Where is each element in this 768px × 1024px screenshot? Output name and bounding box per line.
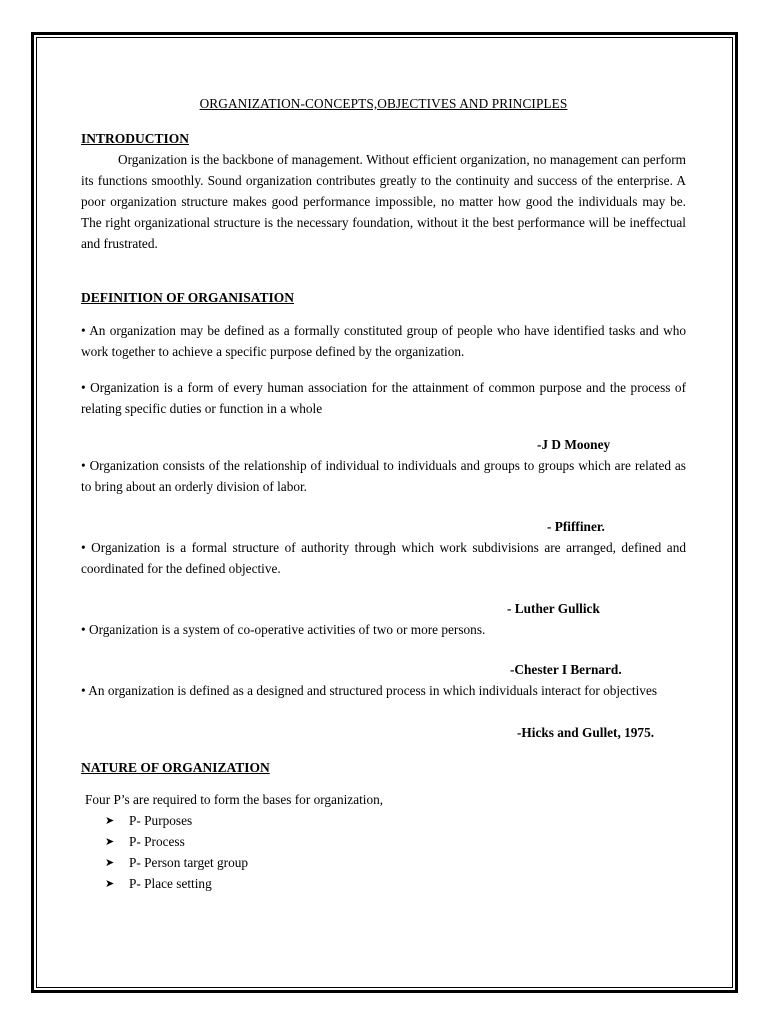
attribution-mooney: -J D Mooney <box>537 437 611 452</box>
document-body <box>81 93 686 894</box>
definition-item-2: • Organization is a form of every human association for the attainment of common purpose and the process of relating specific duties or function in a whole <box>81 380 686 416</box>
list-item-text: P- Place setting <box>129 876 212 891</box>
document-title: ORGANIZATION-CONCEPTS,OBJECTIVES AND PRINCIPLES <box>199 96 568 111</box>
attribution-bernard: -Chester I Bernard. <box>510 662 622 677</box>
list-item-text: P- Process <box>129 834 185 849</box>
arrow-bullet-icon: ➤ <box>105 877 115 890</box>
nature-intro: Four P’s are required to form the bases for organization, <box>85 792 384 807</box>
definition-item-5: • Organization is a system of co-operative activities of two or more persons. <box>81 622 486 637</box>
introduction-heading: INTRODUCTION <box>81 131 190 146</box>
definition-item-4: • Organization is a formal structure of authority through which work subdivisions are arranged, defined and coordinated for the defined objective. <box>81 540 686 576</box>
list-item <box>105 810 686 831</box>
list-item-text: P- Purposes <box>129 813 193 828</box>
definition-item-1: • An organization may be defined as a formally constituted group of people who have identified tasks and who work together to achieve a specific purpose defined by the organization. <box>81 323 686 359</box>
definition-item-3: • Organization consists of the relationship of individual to individuals and groups to groups which are related as to bring about an orderly division of labor. <box>81 458 686 494</box>
attribution-gullick: - Luther Gullick <box>507 601 600 616</box>
attribution-hicks-gullet: -Hicks and Gullet, 1975. <box>517 725 655 740</box>
list-item <box>105 873 686 894</box>
arrow-bullet-icon: ➤ <box>105 856 115 869</box>
introduction-text: Organization is the backbone of management. Without efficient organization, no management can perform its functions smoothly. Sound organization contributes greatly to the continuity and success of the enterprise. A poor organization structure makes good performance impossible, no matter how good the individuals may be. The right organizational structure is the necessary foundation, without it the best performance will be ineffectual and frustrated. <box>81 152 686 251</box>
nature-list <box>81 810 686 894</box>
definition-item-6: • An organization is defined as a designed and structured process in which individuals interact for objectives <box>81 683 658 698</box>
arrow-bullet-icon: ➤ <box>105 814 115 827</box>
definition-heading: DEFINITION OF ORGANISATION <box>81 290 295 305</box>
list-item <box>105 831 686 852</box>
arrow-bullet-icon: ➤ <box>105 835 115 848</box>
nature-heading: NATURE OF ORGANIZATION <box>81 760 270 775</box>
list-item-text: P- Person target group <box>129 855 249 870</box>
list-item <box>105 852 686 873</box>
attribution-pfiffiner: - Pfiffiner. <box>547 519 605 534</box>
